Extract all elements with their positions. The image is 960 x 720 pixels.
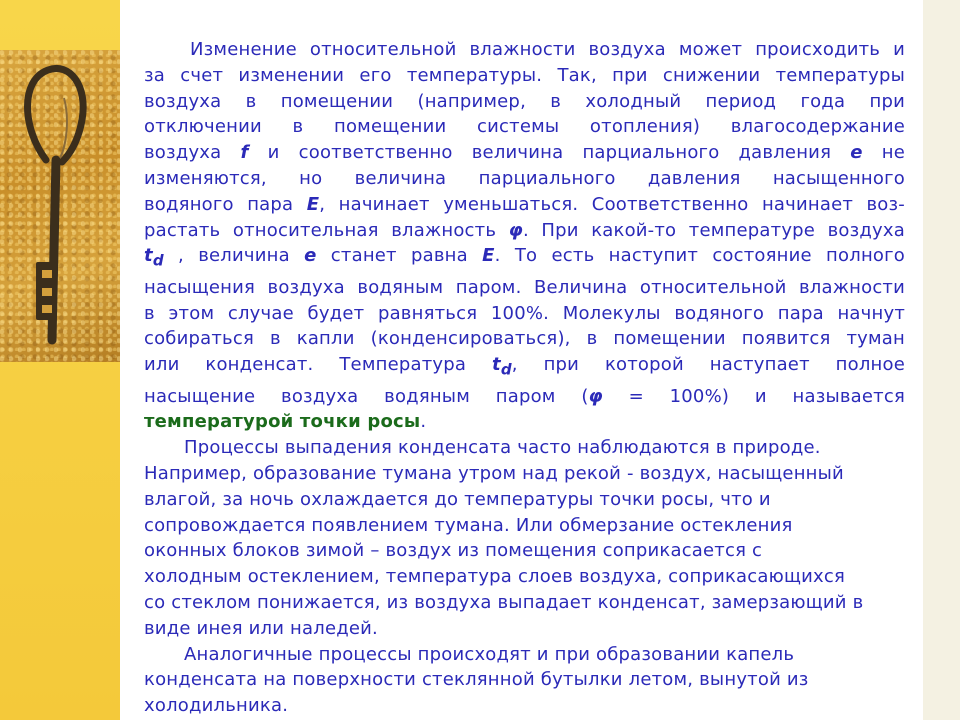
p2-line: виде инея или наледей. [144,617,378,639]
p1-line: в этом случае будет равняться 100%. Молекулы водяного пара начнут [144,302,905,324]
p2-line: влагой, за ночь охлаждается до температуры точки росы, что и [144,488,771,510]
p1-line: водяного пара E, начинает уменьшаться. Соответственно начинает воз- [144,193,905,215]
p1-line: отключении в помещении системы отопления) влагосодержание [144,116,905,138]
p1-line: $t_d$ , величина e станет равна E. То есть наступит состояние полного [144,245,905,270]
slide-text [144,37,905,719]
key-icon [0,50,120,362]
p1-line: Изменение относительной влажности воздуха может происходить и [190,39,905,60]
p1-line: воздуха f и соответственно величина парциального давления e не [144,142,905,164]
p2-line: холодным остеклением, температура слоев воздуха, соприкасающихся [144,566,845,588]
p2-line: сопровождается появлением тумана. Или обмерзание остекления [144,514,793,536]
p1-line: или конденсат. Температура $t_d$, при которой наступает полное [144,354,905,379]
p1-line: насыщения воздуха водяным паром. Величина относительной влажности [144,276,905,298]
p1-line: воздуха в помещении (например, в холодный период года при [144,90,905,112]
p2-line: со стеклом понижается, из воздуха выпадает конденсат, замерзающий в [144,591,864,613]
p1-line: насыщение воздуха водяным паром (φ = 100%) и называется [144,385,905,407]
right-margin [923,0,960,720]
p1-line: температурой точки росы. [144,411,427,433]
p3-line: конденсата на поверхности стеклянной бутылки летом, вынутой из [144,669,809,691]
p2-line: оконных блоков зимой – воздух из помещения соприкасается с [144,540,763,562]
p3-line: холодильника. [144,695,289,717]
p1-line: за счет изменении его температуры. Так, при снижении температуры [144,64,905,86]
dew-point-term: температурой точки росы [144,411,421,433]
p2-line: Например, образование тумана утром над рекой - воздух, насыщенный [144,462,844,484]
p1-line: растать относительная влажность φ. При какой-то температуре воздуха [144,219,905,241]
p1-line: собираться в капли (конденсироваться), в помещении появится туман [144,328,905,350]
p2-line: Процессы выпадения конденсата часто наблюдаются в природе. [184,437,821,459]
p3-line: Аналогичные процессы происходят и при образовании капель [184,643,795,665]
p1-line: изменяются, но величина парциального давления насыщенного [144,167,905,189]
